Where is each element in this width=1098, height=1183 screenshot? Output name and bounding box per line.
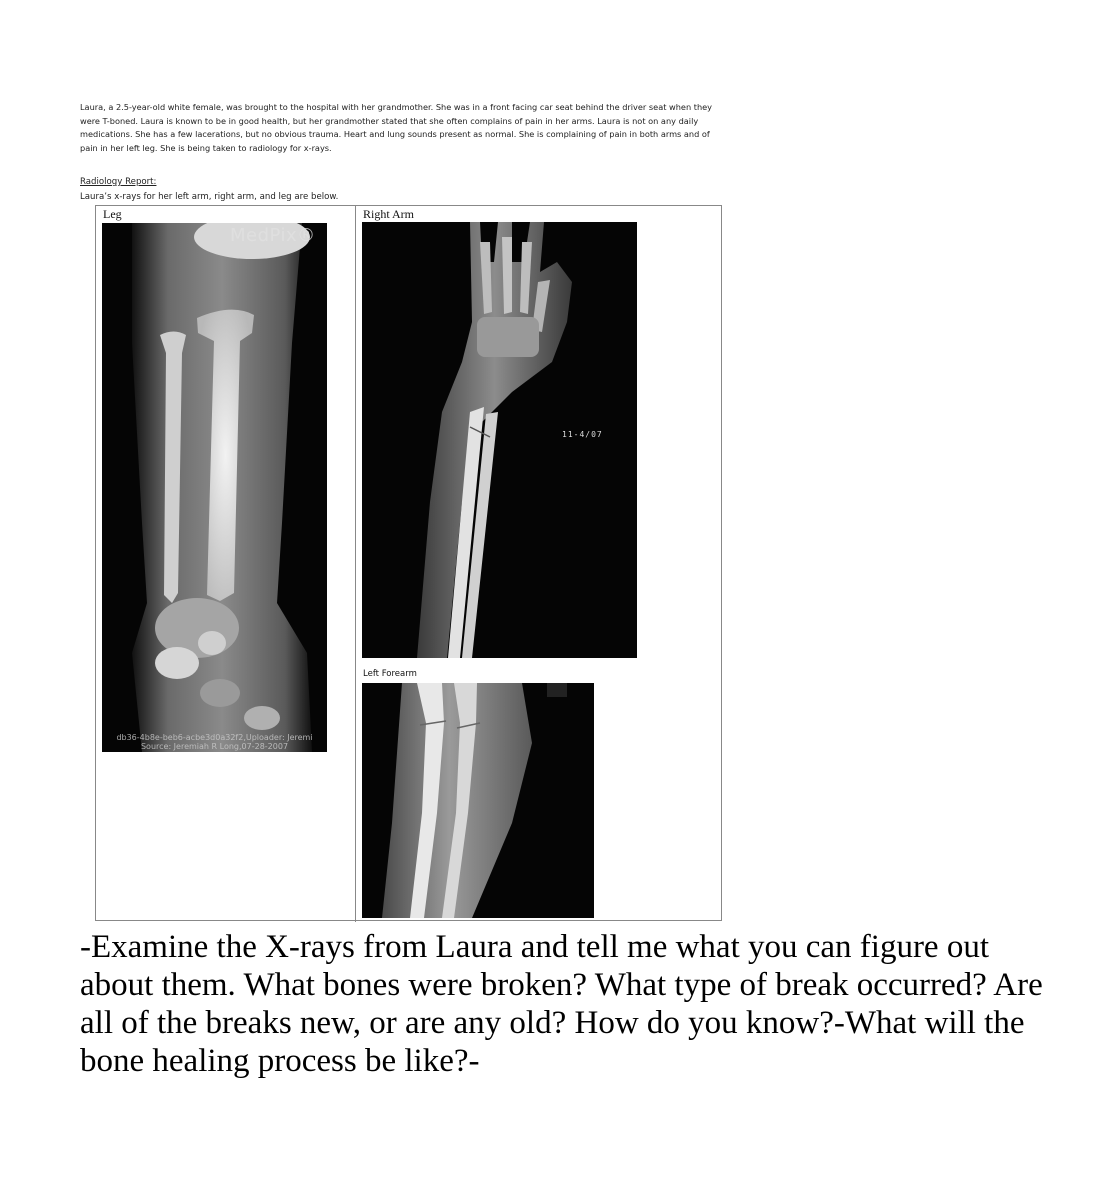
xray-table (95, 205, 722, 921)
uploader-line-1: db36-4b8e-beb6-acbe3d0a32f2,Uploader: Jeremi (116, 733, 313, 742)
xray-date-mark: 11-4/07 (562, 430, 603, 439)
radiology-report-intro: Laura’s x-rays for her left arm, right arm, and leg are below. (80, 192, 339, 202)
leg-label: Leg (103, 207, 122, 221)
right-arm-xray-image (362, 222, 637, 658)
medpix-watermark: MedPix® (230, 225, 316, 246)
case-description: Laura, a 2.5-year-old white female, was brought to the hospital with her grandmother. She was in a front facing car seat behind the driver seat when they were T-boned. Laura is known to be in good health, but her grandmother stated that she often complains of pain in her arms. Laura is not on any daily medications. She has a few lacerations, but no obvious trauma. Heart and lung sounds present as normal. She is complaining of pain in both arms and of pain in her left leg. She is being taken to radiology for x-rays. (80, 102, 713, 153)
table-divider (355, 206, 356, 922)
uploader-caption (102, 733, 327, 751)
assignment-question: -Examine the X-rays from Laura and tell me what you can figure out about them. What bones were broken? What type of break occurred? Are all of the breaks new, or are any old? How do you know?-What will the bone healing process be like?- (80, 929, 1043, 1079)
right-arm-label: Right Arm (363, 207, 415, 221)
left-forearm-xray-image (362, 683, 594, 918)
leg-xray-image (102, 223, 327, 752)
uploader-line-2: Source: Jeremiah R Long,07-28-2007 (140, 742, 289, 751)
radiology-report-heading: Radiology Report: (80, 177, 157, 187)
left-forearm-label: Left Forearm (363, 669, 417, 679)
